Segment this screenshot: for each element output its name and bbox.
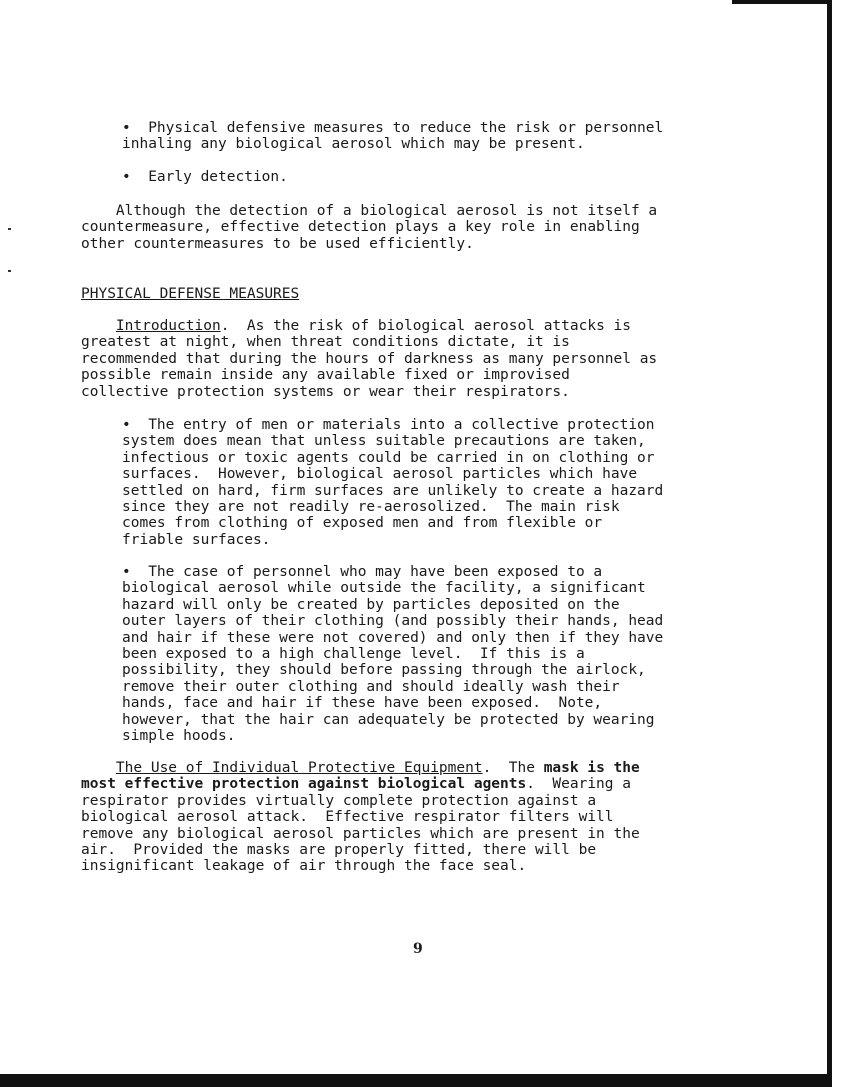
text-line: settled on hard, firm surfaces are unlikely to create a hazard — [122, 482, 664, 499]
text-line: remove any biological aerosol particles which are present in the — [81, 825, 640, 842]
text-line: outer layers of their clothing (and possibly their hands, head — [122, 613, 664, 630]
paragraph-introduction — [81, 318, 657, 400]
text-line: hands, face and hair if these have been exposed. Note, — [122, 695, 603, 712]
section-heading: PHYSICAL DEFENSE MEASURES — [81, 286, 300, 302]
bullet-line: • Physical defensive measures to reduce the risk or personnel — [122, 120, 664, 136]
text-line: and hair if these were not covered) and only then if they have — [122, 629, 664, 646]
text-line: however, that the hair can adequately be protected by wearing — [122, 711, 655, 728]
margin-mark — [8, 270, 11, 272]
text-line: other countermeasures to be used efficiently. — [81, 235, 474, 252]
text-line: surfaces. However, biological aerosol particles which have — [122, 466, 638, 483]
text-line: • The entry of men or materials into a collective protection — [122, 417, 655, 433]
text-line: biological aerosol while outside the facility, a significant — [122, 580, 646, 597]
bold-text: mask is the — [543, 760, 640, 776]
bullet-entry-of-men — [122, 417, 663, 548]
text-line: biological aerosol attack. Effective respirator filters will — [81, 809, 614, 826]
text-run: . The — [482, 760, 544, 776]
bold-text: most effective protection against biological agents — [81, 776, 527, 793]
text-line: remove their outer clothing and should ideally wash their — [122, 678, 620, 695]
scan-border-right — [827, 0, 832, 1087]
bullet-case-of-personnel — [122, 564, 663, 744]
bullet-physical-defensive — [122, 120, 663, 153]
text-line: collective protection systems or wear their respirators. — [81, 383, 570, 400]
text-line: simple hoods. — [122, 728, 236, 745]
scan-border-bottom — [0, 1074, 832, 1087]
bullet-line: inhaling any biological aerosol which may be present. — [122, 136, 585, 153]
text-line: • The case of personnel who may have been exposed to a — [122, 564, 603, 580]
text-line: possible remain inside any available fixed or improvised — [81, 367, 570, 384]
text-line: insignificant leakage of air through the face seal. — [81, 858, 527, 875]
paragraph-detection — [81, 203, 657, 252]
text-line: respirator provides virtually complete protection against a — [81, 792, 597, 809]
text-line: Although the detection of a biological aerosol is not itself a — [81, 203, 658, 219]
text-line: . As the risk of biological aerosol attacks is — [220, 318, 631, 334]
ipe-label: The Use of Individual Protective Equipment — [115, 760, 483, 776]
text-line: system does mean that unless suitable precautions are taken, — [122, 433, 646, 450]
margin-mark — [8, 228, 11, 230]
text-line: been exposed to a high challenge level. If this is a — [122, 646, 585, 663]
text-line: greatest at night, when threat conditions dictate, it is — [81, 334, 570, 351]
bullet-early-detection — [122, 169, 288, 185]
text-line: friable surfaces. — [122, 531, 271, 548]
bullet-line: • Early detection. — [122, 169, 288, 185]
text-line: since they are not readily re-aerosolized. The main risk — [122, 499, 620, 516]
text-run: . Wearing a — [526, 776, 631, 793]
paragraph-protective-equipment — [81, 760, 640, 875]
intro-label: Introduction — [115, 318, 221, 334]
text-line: possibility, they should before passing through the airlock, — [122, 662, 646, 679]
text-line: comes from clothing of exposed men and from flexible or — [122, 515, 603, 532]
text-line: hazard will only be created by particles deposited on the — [122, 596, 620, 613]
text-line: countermeasure, effective detection plays a key role in enabling — [81, 219, 640, 236]
text-line: recommended that during the hours of darkness as many personnel as — [81, 350, 658, 367]
text-line: air. Provided the masks are properly fitted, there will be — [81, 842, 597, 859]
page-number: 9 — [413, 941, 423, 957]
text-line: infectious or toxic agents could be carried in on clothing or — [122, 449, 655, 466]
scan-border-top-right — [732, 0, 832, 4]
